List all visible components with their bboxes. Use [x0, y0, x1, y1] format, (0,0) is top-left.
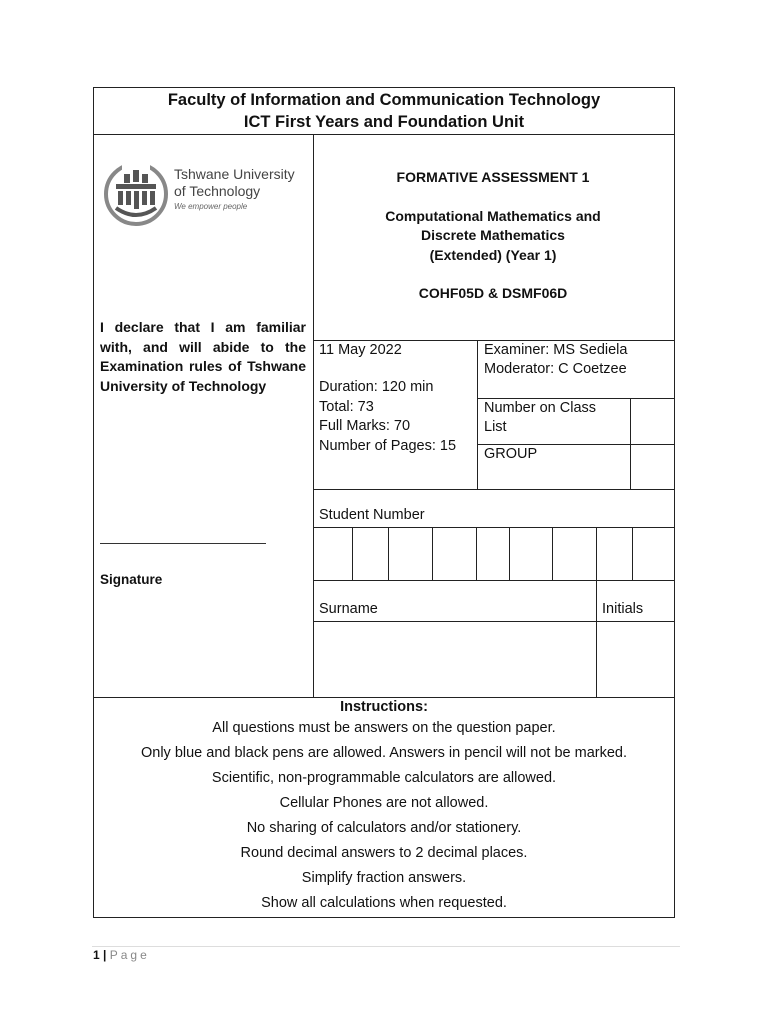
page-separator: |	[103, 948, 107, 962]
assessment-block	[314, 168, 672, 304]
instruction-item: No sharing of calculators and/or stationery.	[246, 820, 522, 836]
surname-input-box[interactable]	[314, 622, 596, 697]
examiner: Examiner: MS Sediela	[484, 342, 628, 358]
details-middle-divider	[477, 340, 478, 489]
logo-name-line1: Tshwane University	[174, 166, 295, 182]
page-word: Page	[109, 948, 150, 962]
student-number-digit-box[interactable]	[314, 528, 352, 580]
initials-label: Initials	[602, 601, 644, 617]
instruction-item: Only blue and black pens are allowed. Answers in pencil will not be marked.	[140, 745, 627, 761]
surname-label: Surname	[319, 601, 378, 617]
university-logo	[102, 160, 308, 230]
exam-total: Total: 73	[319, 399, 374, 415]
subject-line-2: Discrete Mathematics	[421, 227, 565, 243]
assessment-title: FORMATIVE ASSESSMENT 1	[396, 169, 590, 185]
faculty-title: Faculty of Information and Communication Technology	[167, 91, 601, 109]
student-number-digit-box[interactable]	[353, 528, 388, 580]
header-divider	[94, 134, 674, 135]
instruction-item: Round decimal answers to 2 decimal places.	[240, 845, 528, 861]
student-number-digit-box[interactable]	[510, 528, 552, 580]
instruction-item: Cellular Phones are not allowed.	[279, 795, 489, 811]
header	[94, 88, 674, 134]
instruction-item: All questions must be answers on the question paper.	[212, 720, 556, 736]
class-list-label-line1: Number on Class	[484, 400, 597, 416]
class-list-number-box[interactable]	[631, 399, 674, 444]
exam-date: 11 May 2022	[319, 342, 402, 358]
instructions	[94, 696, 674, 916]
instruction-item: Scientific, non-programmable calculators are allowed.	[211, 770, 557, 786]
moderator: Moderator: C Coetzee	[484, 361, 627, 377]
group-label: GROUP	[484, 446, 538, 462]
student-number-digit-box[interactable]	[477, 528, 509, 580]
subject-line-1: Computational Mathematics and	[385, 207, 601, 224]
page-footer	[93, 948, 150, 962]
exam-pages: Number of Pages: 15	[319, 438, 457, 454]
instruction-item: Show all calculations when requested.	[261, 895, 507, 911]
instruction-item: Simplify fraction answers.	[301, 870, 467, 886]
footer-rule	[92, 946, 680, 947]
page-number: 1	[93, 948, 100, 962]
class-list-label-line2: List	[484, 419, 507, 435]
declaration-text: I declare that I am familiar with, and will abide to the Examination rules of Tshwane University of Technology	[100, 319, 306, 394]
initials-input-box[interactable]	[597, 622, 674, 697]
student-number-digit-box[interactable]	[633, 528, 674, 580]
student-number-label: Student Number	[319, 507, 425, 523]
logo-tagline: We empower people	[174, 202, 248, 211]
details-bottom-rule	[313, 489, 674, 490]
signature-label: Signature	[100, 572, 163, 587]
logo-name-line2: of Technology	[174, 183, 261, 199]
student-number-digit-box[interactable]	[597, 528, 632, 580]
student-number-digit-box[interactable]	[433, 528, 476, 580]
student-number-bottom-rule	[313, 580, 674, 581]
subject-line-3: (Extended) (Year 1)	[429, 246, 557, 263]
exam-full-marks: Full Marks: 70	[319, 418, 411, 434]
student-number-digit-box[interactable]	[553, 528, 596, 580]
exam-cover-frame	[93, 87, 675, 918]
student-number-digit-box[interactable]	[389, 528, 432, 580]
unit-title: ICT First Years and Foundation Unit	[243, 113, 525, 131]
exam-duration: Duration: 120 min	[319, 379, 434, 395]
group-box[interactable]	[631, 445, 674, 489]
module-codes: COHF05D & DSMF06D	[418, 285, 568, 301]
instructions-title: Instructions:	[340, 699, 428, 715]
signature-line	[100, 543, 266, 544]
